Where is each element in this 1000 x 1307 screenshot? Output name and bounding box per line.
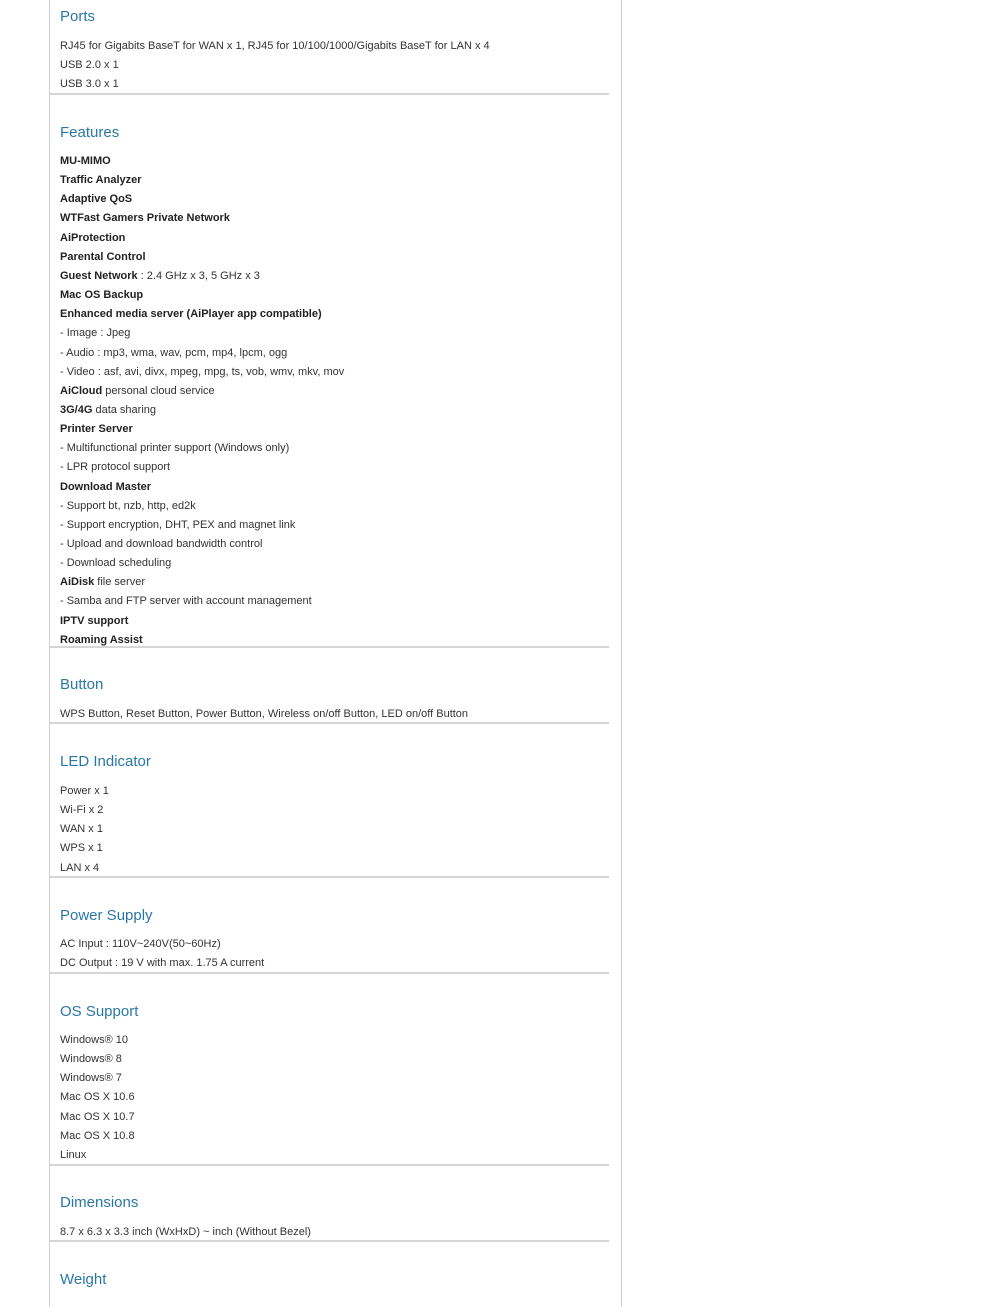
features-spec-line — [60, 251, 146, 264]
section-title-weight: Weight — [60, 1271, 107, 1288]
os-support-spec-line — [60, 1111, 135, 1124]
spec-line-value: - Image : Jpeg — [60, 327, 131, 340]
spec-line-label: IPTV support — [60, 614, 129, 627]
os-support-spec-line — [60, 1091, 135, 1104]
spec-line-value: file server — [94, 576, 145, 589]
ports-spec-line — [60, 59, 119, 72]
spec-line-value: personal cloud service — [102, 384, 215, 397]
spec-line-value: - Multifunctional printer support (Windows only) — [60, 442, 290, 455]
power-supply-spec-line — [60, 938, 221, 951]
spec-line-value: Windows® 7 — [60, 1072, 122, 1085]
section-title-dimensions: Dimensions — [60, 1194, 139, 1211]
spec-line-value: - Upload and download bandwidth control — [60, 538, 263, 550]
ports-spec-line — [60, 78, 119, 91]
spec-line-label: 3G/4G — [60, 403, 93, 416]
features-spec-line — [60, 308, 322, 321]
spec-line-value: 8.7 x 6.3 x 3.3 inch (WxHxD) ~ inch (Without Bezel) — [60, 1226, 311, 1238]
spec-frame — [49, 0, 622, 1307]
section-divider — [50, 1164, 609, 1166]
spec-line-value: USB 3.0 x 1 — [60, 78, 119, 91]
spec-line-value: WPS x 1 — [60, 842, 103, 855]
spec-line-label: Roaming Assist — [60, 633, 143, 646]
spec-line-value: - Video : asf, avi, divx, mpeg, mpg, ts, vob, wmv, mkv, mov — [60, 365, 345, 378]
spec-line-label: Printer Server — [60, 423, 133, 436]
section-title-button: Button — [60, 676, 104, 693]
spec-line-label: AiDisk — [60, 576, 95, 589]
section-title-os-support: OS Support — [60, 1003, 139, 1020]
spec-line-label: Download Master — [60, 480, 152, 493]
features-spec-line — [60, 289, 143, 302]
spec-line-value: Power x 1 — [60, 785, 109, 797]
os-support-spec-line — [60, 1034, 128, 1047]
spec-line-value: RJ45 for Gigabits BaseT for WAN x 1, RJ45 for 10/100/1000/Gigabits BaseT for LAN x 4 — [60, 40, 490, 52]
section-divider — [50, 972, 609, 974]
section-title-led-indicator: LED Indicator — [60, 753, 151, 770]
spec-line-label: Enhanced media server (AiPlayer app compatible) — [60, 308, 322, 321]
features-spec-line — [60, 423, 133, 436]
spec-line-label: AiProtection — [60, 231, 126, 244]
os-support-spec-line — [60, 1053, 122, 1066]
features-spec-line — [60, 155, 111, 168]
spec-line-value: data sharing — [92, 403, 157, 416]
features-spec-line — [60, 557, 171, 570]
features-spec-line — [60, 366, 344, 379]
features-spec-line — [60, 385, 215, 398]
spec-line-value: WPS Button, Reset Button, Power Button, Wireless on/off Button, LED on/off Button — [60, 708, 469, 720]
spec-line-value: Mac OS X 10.7 — [60, 1110, 135, 1123]
section-title-power-supply: Power Supply — [60, 907, 153, 924]
led-indicator-spec-line — [60, 823, 103, 836]
spec-line-value: - Audio : mp3, wma, wav, pcm, mp4, lpcm, ogg — [60, 346, 288, 359]
os-support-spec-line — [60, 1149, 86, 1162]
spec-line-value: WAN x 1 — [60, 823, 103, 836]
spec-line-value: - LPR protocol support — [60, 461, 171, 474]
spec-line-value: DC Output : 19 V with max. 1.75 A current — [60, 957, 265, 970]
features-spec-line — [60, 634, 143, 647]
features-spec-line — [60, 327, 130, 340]
spec-line-label: Guest Network — [60, 269, 138, 282]
spec-line-label: AiCloud — [60, 384, 103, 397]
spec-line-value: - Support encryption, DHT, PEX and magnet link — [60, 518, 296, 531]
spec-line-value: AC Input : 110V~240V(50~60Hz) — [60, 938, 221, 950]
spec-line-label: Mac OS Backup — [60, 289, 144, 302]
features-spec-line — [60, 347, 287, 360]
led-indicator-spec-line — [60, 862, 99, 875]
features-spec-line — [60, 270, 260, 283]
spec-line-value: - Support bt, nzb, http, ed2k — [60, 499, 196, 512]
dimensions-spec-line — [60, 1226, 311, 1239]
spec-line-value: LAN x 4 — [60, 861, 100, 874]
spec-line-value: USB 2.0 x 1 — [60, 59, 119, 72]
spec-line-value: : 2.4 GHz x 3, 5 GHz x 3 — [137, 269, 260, 282]
led-indicator-spec-line — [60, 785, 109, 798]
led-indicator-spec-line — [60, 804, 103, 817]
section-divider — [50, 722, 609, 724]
spec-line-label: Traffic Analyzer — [60, 174, 142, 187]
spec-line-value: Linux — [60, 1148, 87, 1161]
features-spec-line — [60, 461, 170, 474]
spec-line-label: Adaptive QoS — [60, 193, 133, 206]
features-spec-line — [60, 576, 145, 589]
spec-line-value: Mac OS X 10.6 — [60, 1091, 135, 1104]
features-spec-line — [60, 500, 196, 513]
spec-line-value: Mac OS X 10.8 — [60, 1129, 135, 1142]
section-divider — [50, 876, 609, 878]
section-divider — [50, 93, 609, 95]
spec-line-value: Wi-Fi x 2 — [60, 804, 104, 817]
features-spec-line — [60, 404, 156, 417]
os-support-spec-line — [60, 1130, 135, 1143]
features-spec-line — [60, 193, 132, 206]
features-spec-line — [60, 442, 289, 455]
spec-line-value: - Samba and FTP server with account management — [60, 595, 312, 608]
ports-spec-line — [60, 40, 490, 53]
spec-line-label: MU-MIMO — [60, 155, 111, 167]
button-spec-line — [60, 708, 468, 721]
features-spec-line — [60, 174, 142, 187]
features-spec-line — [60, 519, 295, 532]
section-title-ports: Ports — [60, 8, 96, 25]
features-spec-line — [60, 212, 230, 225]
spec-line-label: Parental Control — [60, 250, 146, 263]
led-indicator-spec-line — [60, 842, 103, 855]
features-spec-line — [60, 232, 125, 245]
section-divider — [50, 646, 609, 648]
section-divider — [50, 1240, 609, 1242]
features-spec-line — [60, 481, 151, 494]
os-support-spec-line — [60, 1072, 122, 1085]
power-supply-spec-line — [60, 957, 264, 970]
features-spec-line — [60, 538, 262, 551]
spec-line-value: - Download scheduling — [60, 557, 172, 570]
spec-line-value: Windows® 10 — [60, 1034, 129, 1046]
spec-line-label: WTFast Gamers Private Network — [60, 212, 230, 225]
section-title-features: Features — [60, 124, 120, 141]
features-spec-line — [60, 595, 312, 608]
features-spec-line — [60, 615, 128, 628]
spec-line-value: Windows® 8 — [60, 1053, 122, 1066]
